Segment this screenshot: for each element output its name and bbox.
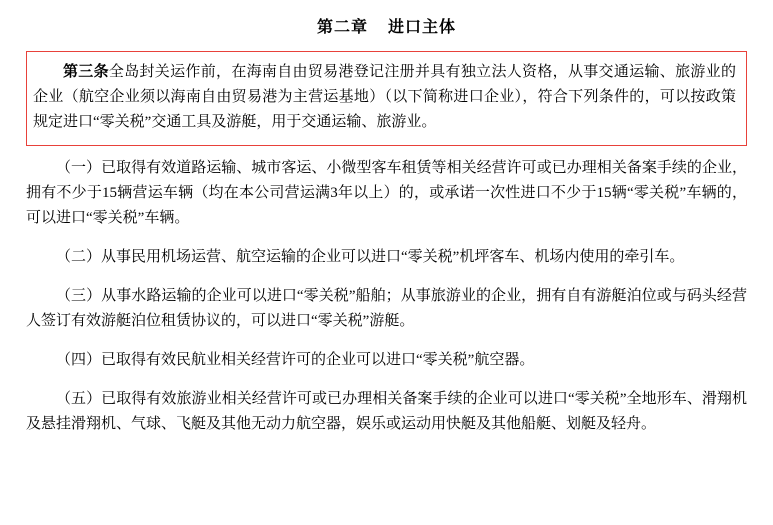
document-page <box>0 14 773 525</box>
list-item: （五）已取得有效旅游业相关经营许可或已办理相关备案手续的企业可以进口“零关税”全地形车、滑翔机及悬挂滑翔机、气球、飞艇及其他无动力航空器，娱乐或运动用快艇及其他船艇、划艇及轻舟。 <box>26 391 747 432</box>
list-item: （一）已取得有效道路运输、城市客运、小微型客车租赁等相关经营许可或已办理相关备案手续的企业，拥有不少于15辆营运车辆（均在本公司营运满3年以上）的，或承诺一次性进口不少于15辆“零关税”车辆的，可以进口“零关税”车辆。 <box>26 160 747 226</box>
article-paragraph <box>33 60 736 135</box>
article-text: 全岛封关运作前，在海南自由贸易港登记注册并具有独立法人资格，从事交通运输、旅游业的企业（航空企业须以海南自由贸易港为主营运基地）（以下简称进口企业），符合下列条件的，可以按政策规定进口“零关税”交通工具及游艇，用于交通运输、旅游业。 <box>33 64 736 130</box>
list-item: （三）从事水路运输的企业可以进口“零关税”船舶；从事旅游业的企业，拥有自有游艇泊位或与码头经营人签订有效游艇泊位租赁协议的，可以进口“零关税”游艇。 <box>26 288 747 329</box>
list-item: （四）已取得有效民航业相关经营许可的企业可以进口“零关税”航空器。 <box>56 352 535 368</box>
article-items-list <box>26 156 747 437</box>
list-item: （二）从事民用机场运营、航空运输的企业可以进口“零关税”机坪客车、机场内使用的牵引车。 <box>56 249 685 265</box>
article-label: 第三条 <box>63 64 109 80</box>
highlighted-article-box <box>26 51 747 146</box>
chapter-title: 第二章 进口主体 <box>316 19 456 36</box>
